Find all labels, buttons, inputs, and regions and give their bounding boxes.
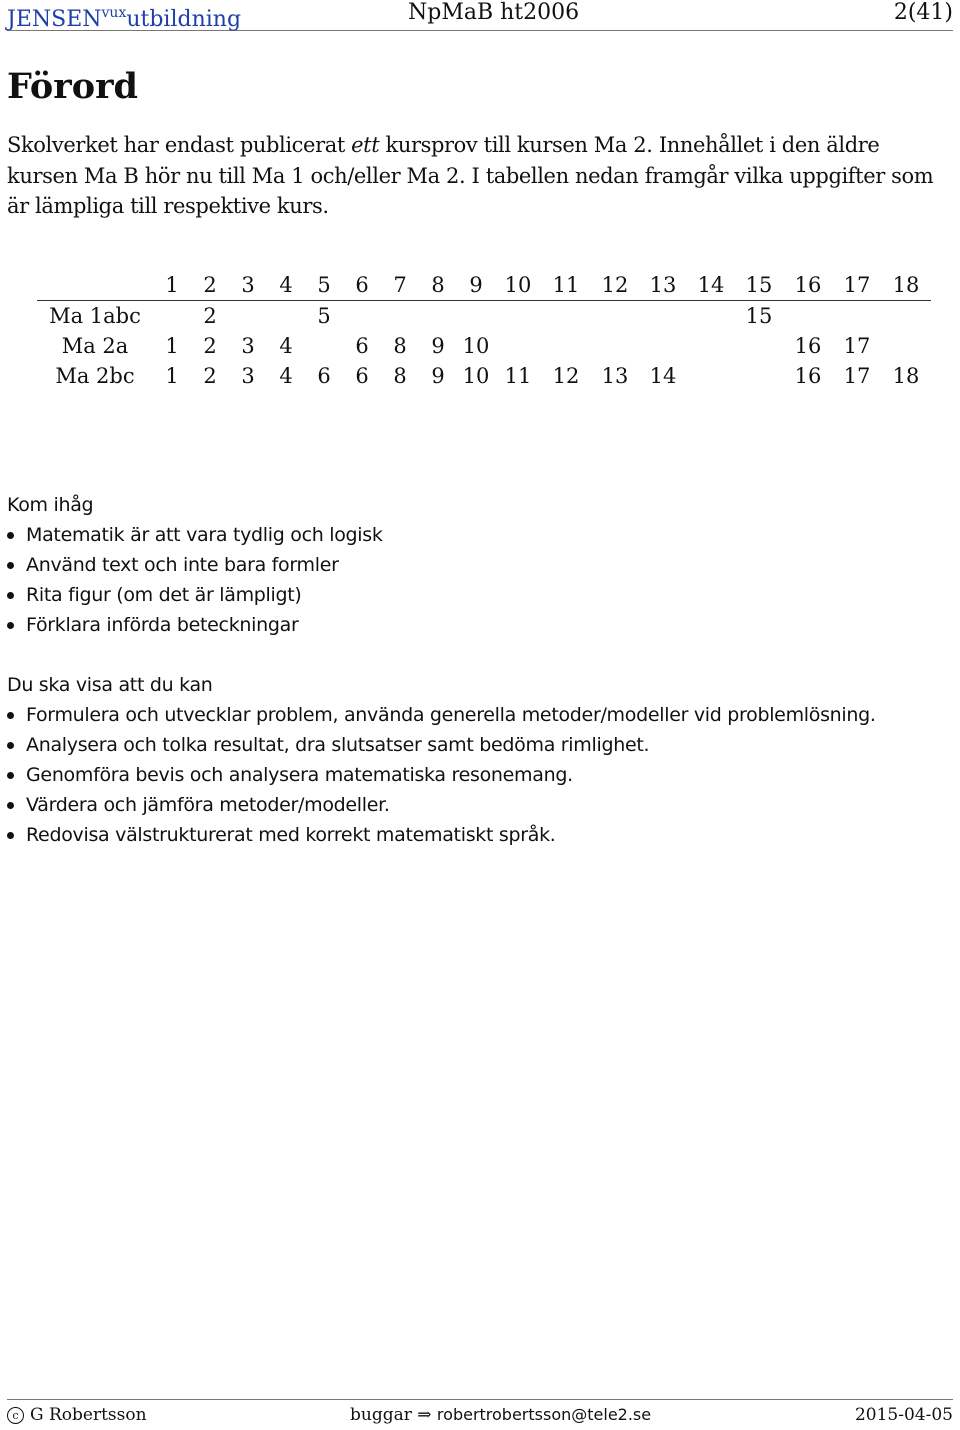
brand-sup: vux [101, 5, 127, 21]
table-row [37, 361, 931, 391]
table-cell: 3 [241, 334, 255, 358]
list-item-text: Redovisa välstrukturerat med korrekt matematiskt språk. [26, 824, 556, 846]
table-cell: 10 [462, 364, 490, 388]
intro-paragraph [7, 130, 959, 222]
bullet-icon [7, 532, 14, 539]
bullet-icon [7, 712, 14, 719]
table-cell [687, 361, 735, 391]
table-cell [687, 331, 735, 361]
table-corner [37, 270, 153, 301]
column-header: 4 [267, 270, 305, 301]
column-header: 8 [419, 270, 457, 301]
task-course-table [37, 270, 931, 391]
list-item-text: Analysera och tolka resultat, dra slutsatser samt bedöma rimlighet. [26, 734, 650, 756]
list-item-text: Rita figur (om det är lämpligt) [26, 584, 302, 606]
column-header: 5 [305, 270, 343, 301]
bullet-icon [7, 562, 14, 569]
show-list [7, 700, 876, 850]
page-number: 2(41) [893, 0, 953, 25]
table-cell: 8 [393, 334, 407, 358]
column-header: 16 [783, 270, 833, 301]
list-item [7, 550, 383, 580]
author-name: G Robertsson [30, 1405, 147, 1425]
table-cell [783, 301, 833, 332]
column-header: 9 [457, 270, 495, 301]
remember-title: Kom ihåg [7, 494, 94, 516]
column-header: 12 [591, 270, 639, 301]
table-cell [495, 301, 541, 332]
table-cell: 9 [431, 364, 445, 388]
table-cell [305, 331, 343, 361]
bullet-icon [7, 772, 14, 779]
intro-text: Skolverket har endast publicerat [7, 133, 352, 157]
email-link[interactable]: robertrobertsson@tele2.se [436, 1405, 652, 1424]
column-header: 1 [153, 270, 191, 301]
table-cell [881, 301, 931, 332]
table-cell: 15 [745, 304, 773, 328]
list-item [7, 610, 383, 640]
document-title: NpMaB ht2006 [408, 0, 580, 25]
table-cell [153, 301, 191, 332]
table-cell: 1 [165, 364, 179, 388]
page-header [7, 0, 953, 31]
table-cell: 16 [794, 364, 822, 388]
table-cell: 6 [355, 334, 369, 358]
list-item-text: Använd text och inte bara formler [26, 554, 339, 576]
table-cell [735, 331, 783, 361]
bullet-icon [7, 592, 14, 599]
list-item [7, 820, 876, 850]
table-cell [735, 361, 783, 391]
table-cell: 12 [552, 364, 580, 388]
arrow-icon: ⇒ [417, 1405, 432, 1425]
table-cell [267, 301, 305, 332]
intro-emphasis: ett [351, 133, 380, 157]
table-cell: 17 [843, 364, 871, 388]
table-cell: 1 [165, 334, 179, 358]
table-cell [591, 331, 639, 361]
list-item [7, 790, 876, 820]
table-cell: 2 [203, 304, 217, 328]
list-item-text: Värdera och jämföra metoder/modeller. [26, 794, 390, 816]
table-cell: 10 [462, 334, 490, 358]
table-cell: 3 [241, 364, 255, 388]
column-header: 6 [343, 270, 381, 301]
table-cell [343, 301, 381, 332]
bullet-icon [7, 622, 14, 629]
table-cell: 18 [892, 364, 920, 388]
intro-line-3: är lämpliga till respektive kurs. [7, 194, 329, 218]
table-cell: 6 [355, 364, 369, 388]
bullet-icon [7, 832, 14, 839]
table-cell: 13 [601, 364, 629, 388]
column-header: 17 [833, 270, 881, 301]
brand-logo [7, 0, 241, 33]
page-title: Förord [7, 66, 138, 107]
table-cell [457, 301, 495, 332]
table-cell: 4 [279, 364, 293, 388]
column-header: 15 [735, 270, 783, 301]
table-cell [881, 331, 931, 361]
row-label: Ma 1abc [49, 304, 141, 328]
list-item [7, 760, 876, 790]
column-header: 18 [881, 270, 931, 301]
list-item-text: Matematik är att vara tydlig och logisk [26, 524, 383, 546]
table-cell [541, 301, 591, 332]
footer-date: 2015-04-05 [854, 1405, 953, 1425]
table-cell [639, 301, 687, 332]
table-cell [833, 301, 881, 332]
list-item [7, 730, 876, 760]
row-label: Ma 2bc [55, 364, 135, 388]
table-cell: 2 [203, 364, 217, 388]
table-cell: 2 [203, 334, 217, 358]
brand-main: JENSEN [7, 7, 102, 32]
table-row [37, 331, 931, 361]
column-header: 10 [495, 270, 541, 301]
intro-text: kursprov till kursen Ma 2. Innehållet i den äldre [379, 133, 880, 157]
intro-line-2: kursen Ma B hör nu till Ma 1 och/eller Ma 2. I tabellen nedan framgår vilka uppgifter som [7, 163, 934, 188]
column-header: 2 [191, 270, 229, 301]
column-header: 13 [639, 270, 687, 301]
brand-tail: utbildning [126, 7, 242, 32]
table-cell [381, 301, 419, 332]
column-header: 14 [687, 270, 735, 301]
bullet-icon [7, 802, 14, 809]
table-cell [639, 331, 687, 361]
table-cell: 8 [393, 364, 407, 388]
table-cell [687, 301, 735, 332]
copyright-icon: c [7, 1407, 24, 1424]
table-cell [495, 331, 541, 361]
table-header-row [37, 270, 931, 301]
remember-list [7, 520, 383, 640]
show-title: Du ska visa att du kan [7, 674, 213, 696]
table-cell: 9 [431, 334, 445, 358]
table-cell [591, 301, 639, 332]
table-cell [229, 301, 267, 332]
row-label: Ma 2a [61, 334, 129, 358]
list-item-text: Formulera och utvecklar problem, använda generella metoder/modeller vid problemlösning. [26, 704, 876, 726]
column-header: 11 [541, 270, 591, 301]
table-body [37, 301, 931, 392]
list-item-text: Förklara införda beteckningar [26, 614, 299, 636]
intro-line-1 [7, 130, 959, 161]
table-cell [419, 301, 457, 332]
table-cell: 16 [794, 334, 822, 358]
list-item [7, 700, 876, 730]
table-cell: 11 [504, 364, 532, 388]
table-cell: 6 [317, 364, 331, 388]
table-cell [541, 331, 591, 361]
column-header: 7 [381, 270, 419, 301]
bullet-icon [7, 742, 14, 749]
page-footer [7, 1399, 953, 1426]
table-cell: 17 [843, 334, 871, 358]
list-item [7, 520, 383, 550]
column-header: 3 [229, 270, 267, 301]
table-cell: 4 [279, 334, 293, 358]
list-item [7, 580, 383, 610]
table-cell: 14 [649, 364, 677, 388]
table-row [37, 301, 931, 332]
bug-label: buggar [350, 1405, 412, 1425]
table-cell: 5 [317, 304, 331, 328]
list-item-text: Genomföra bevis och analysera matematiska resonemang. [26, 764, 573, 786]
